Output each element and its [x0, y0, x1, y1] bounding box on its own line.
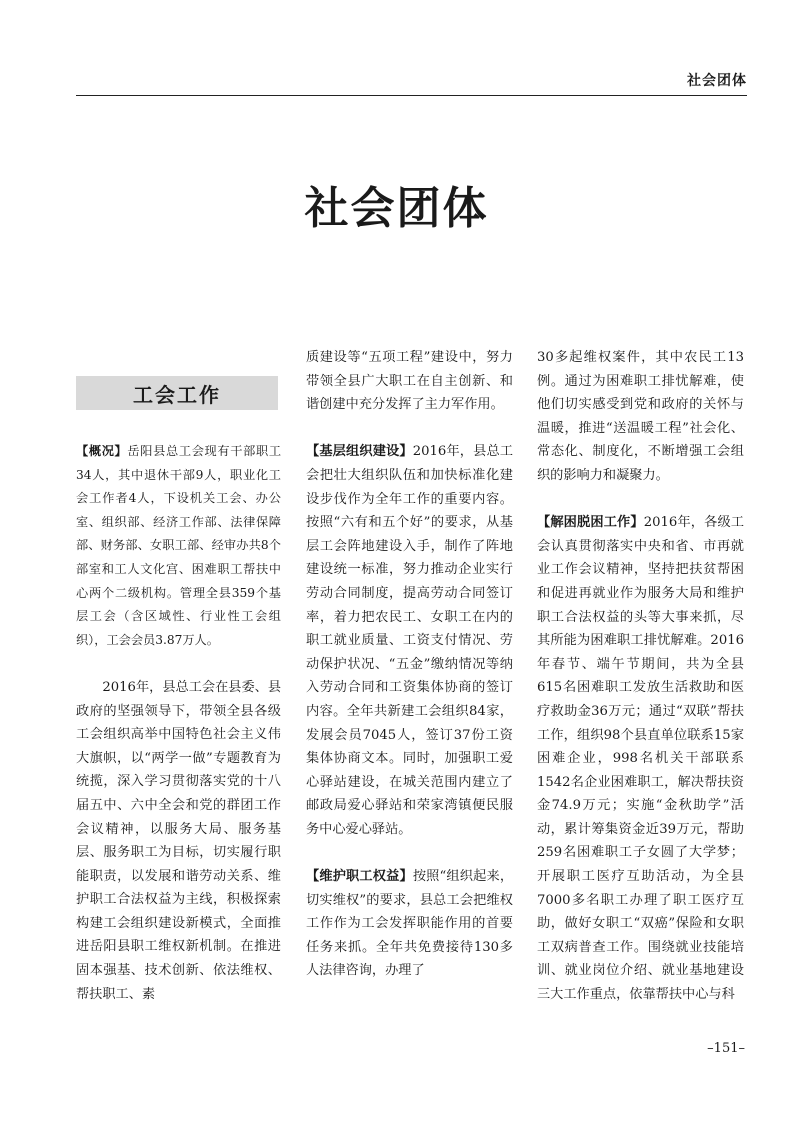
- page-number: –151–: [707, 1041, 745, 1056]
- paragraph-continued: 质建设等“五项工程”建设中，努力带领全县广大职工在自主创新、和谐创建中充分发挥了主力军作用。: [306, 350, 513, 413]
- tag-grassroots: 【基层组织建设】: [306, 444, 413, 460]
- relief-text: 2016年，各级工会认真贯彻落实中央和省、市再就业工作会议精神，坚持把扶贫帮困和促进再就业作为服务大局和维护职工合法权益的头等大事来抓，尽其所能为困难职工排忧解难。2016年春节、端午节期间，共为全县615名困难职工发放生活救助和医疗救助金36万元；通过“双联”帮扶工作，组织98个县直单位联系15家困难企业，998名机关干部联系1542名企业困难职工，解决帮扶资金74.9万元；实施“金秋助学”活动，累计筹集资金近39万元，帮助259名困难职工子女圆了大学梦；开展职工医疗互助活动，为全县7000多名职工办理了职工医疗互助，做好女职工“双癌”保险和女职工双病普查工作。围绕就业技能培训、就业岗位介绍、就业基地建设三大工作重点，依靠帮扶中心与科: [537, 515, 745, 1003]
- paragraph-grassroots: [306, 440, 513, 841]
- section-heading: 工会工作: [76, 376, 278, 410]
- rights-text: 按照“组织起来，切实维权”的要求，县总工会把维权工作作为工会发挥职能作用的首要任务来抓。全年共免费接待130多人法律咨询，办理了: [306, 869, 514, 979]
- column-3: [537, 346, 744, 1007]
- page-title: 社会团体: [304, 183, 489, 234]
- paragraph-rights: [306, 865, 513, 983]
- overview-text: 岳阳县总工会现有干部职工34人，其中退休干部9人，职业化工会工作者4人，下设机关工会、办公室、组织部、经济工作部、法律保障部、财务部、女职工部、经审办共8个部室和工人文化宫、困难职工帮扶中心两个二级机构。管理全县359个基层工会（含区域性、行业性工会组织），工会会员3.87万人。: [76, 444, 282, 647]
- tag-relief: 【解困脱困工作】: [537, 515, 644, 531]
- grassroots-text: 2016年，县总工会把壮大组织队伍和加快标准化建设步伐作为全年工作的重要内容。按照“六有和五个好”的要求，从基层工会阵地建设入手，制作了阵地建设统一标准，努力推动企业实行劳动合同制度，提高劳动合同签订率，着力把农民工、女职工在内的职工就业质量、工资支付情况、劳动保护状况、“五金”缴纳情况等纳入劳动合同和工资集体协商的签订内容。全年共新建工会组织84家，发展会员7045人，签订37份工资集体协商文本。同时，加强职工爱心驿站建设，在城关范围内建立了邮政局爱心驿站和荣家湾镇便民服务中心爱心驿站。: [306, 444, 514, 837]
- paragraph-overview: [76, 440, 281, 652]
- tag-overview: 【概况】: [76, 444, 128, 458]
- running-header: 社会团体: [687, 73, 747, 89]
- tag-rights: 【维护职工权益】: [306, 869, 413, 885]
- header-rule: [76, 95, 747, 96]
- paragraph-relief: [537, 511, 744, 1006]
- paragraph-continued-2: 30多起维权案件，其中农民工13例。通过为困难职工排忧解难，使他们切实感受到党和政府的关怀与温暖，推进“送温暖工程”社会化、常态化、制度化，不断增强工会组织的影响力和凝聚力。: [537, 350, 744, 483]
- column-1: [76, 440, 281, 1006]
- paragraph-summary: 2016年，县总工会在县委、县政府的坚强领导下，带领全县各级工会组织高举中国特色社会主义伟大旗帜，以“两学一做”专题教育为统揽，深入学习贯彻落实党的十八届五中、六中全会和党的群团工作会议精神，以服务大局、服务基层、服务职工为目标，切实履行职能职责，以发展和谐劳动关系、维护职工合法权益为主线，积极探索构建工会组织建设新模式，全面推进岳阳县职工维权新机制。在推进固本强基、技术创新、依法维权、帮扶职工、素: [76, 679, 282, 1002]
- column-2: [306, 346, 513, 983]
